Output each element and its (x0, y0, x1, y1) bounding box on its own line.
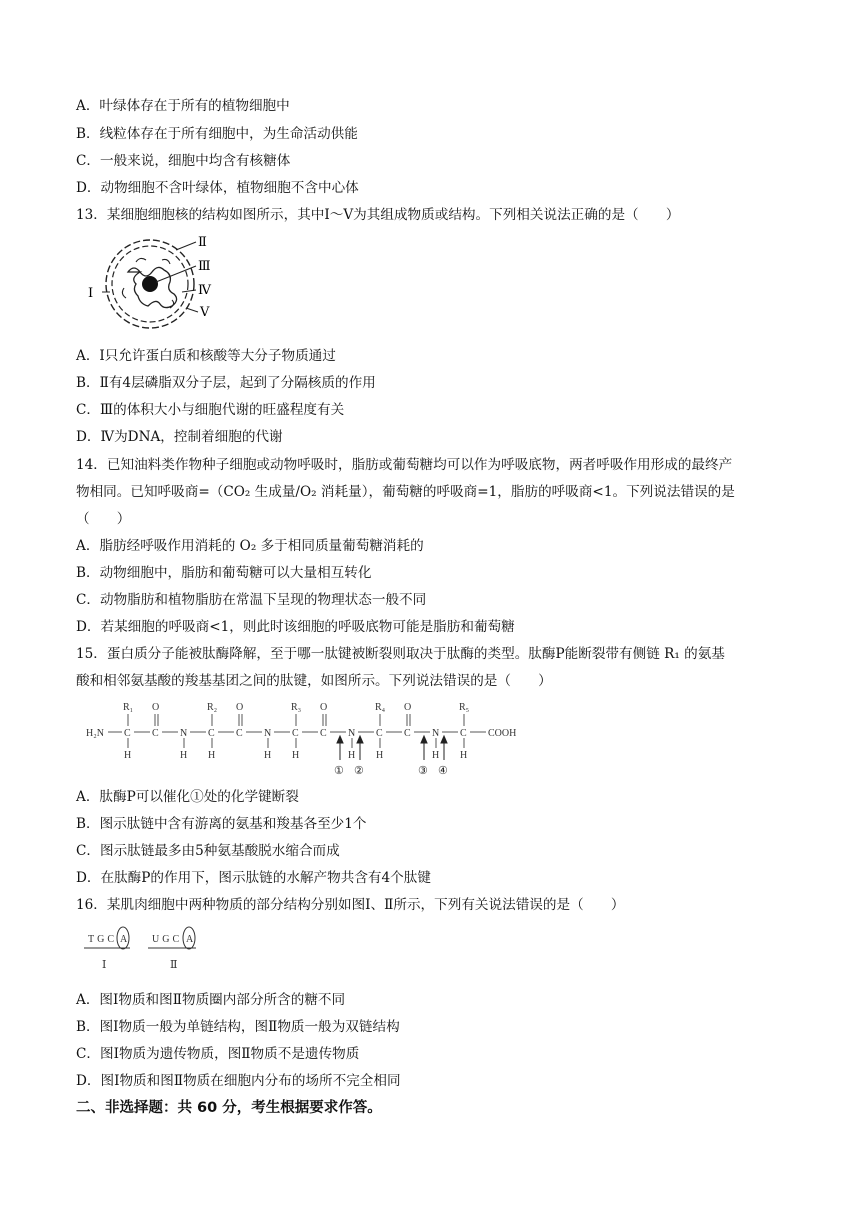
svg-text:H: H (292, 750, 300, 761)
q15-option-d: D．在肽酶P的作用下，图示肽链的水解产物共含有4个肽键 (76, 870, 431, 886)
q12-option-d: D．动物细胞不含叶绿体，植物细胞不含中心体 (76, 180, 359, 196)
arrow-mark-2: ② (354, 765, 364, 777)
chain-start: H₂N (86, 728, 104, 739)
q12-option-b: B．线粒体存在于所有细胞中，为生命活动供能 (76, 126, 358, 142)
svg-text:N: N (180, 728, 188, 739)
svg-text:O: O (320, 702, 328, 713)
q13-option-c: C．Ⅲ的体积大小与细胞代谢的旺盛程度有关 (76, 402, 345, 418)
svg-text:N: N (432, 728, 440, 739)
q14-stem-line3: （ ） (76, 511, 131, 527)
q13-option-b: B．Ⅱ有4层磷脂双分子层，起到了分隔核质的作用 (76, 375, 376, 391)
svg-text:H: H (124, 750, 132, 761)
side-chain-r4: R₄ (375, 702, 386, 713)
q16-option-a: A．图Ⅰ物质和图Ⅱ物质圈内部分所含的糖不同 (76, 992, 346, 1008)
q16-option-c: C．图Ⅰ物质为遗传物质，图Ⅱ物质不是遗传物质 (76, 1046, 360, 1062)
svg-text:C: C (320, 728, 327, 739)
side-chain-r1: R₁ (123, 702, 134, 713)
arrow-mark-4: ④ (438, 765, 448, 777)
svg-text:H: H (460, 750, 468, 761)
q15-option-b: B．图示肽链中含有游离的氨基和羧基各至少1个 (76, 816, 367, 832)
svg-text:C: C (404, 728, 411, 739)
q15-stem-line2: 酸和相邻氨基酸的羧基基团之间的肽键，如图所示。下列说法错误的是（ ） (76, 673, 552, 689)
svg-text:H: H (348, 750, 356, 761)
svg-text:O: O (152, 702, 160, 713)
q14-option-d: D．若某细胞的呼吸商<1，则此时该细胞的呼吸底物可能是脂肪和葡萄糖 (76, 619, 515, 635)
svg-text:C: C (376, 728, 383, 739)
seq-i-circled: A (120, 934, 128, 945)
seq-i: TGC (88, 934, 117, 945)
svg-text:N: N (264, 728, 272, 739)
q13-option-d: D．Ⅳ为DNA，控制着细胞的代谢 (76, 429, 283, 445)
label-v: Ⅴ (200, 304, 210, 319)
q13-stem: 13．某细胞细胞核的结构如图所示，其中Ⅰ～Ⅴ为其组成物质或结构。下列相关说法正确的是（ ） (76, 207, 680, 223)
label-ii: Ⅱ (198, 234, 207, 249)
q15-option-c: C．图示肽链最多由5种氨基酸脱水缩合而成 (76, 843, 340, 859)
label-fig-ii: Ⅱ (170, 959, 178, 971)
side-chain-r2: R₂ (207, 702, 218, 713)
q13-option-a: A．Ⅰ只允许蛋白质和核酸等大分子物质通过 (76, 348, 336, 364)
q15-stem-line1: 15．蛋白质分子能被肽酶降解，至于哪一肽键被断裂则取决于肽酶的类型。肽酶P能断裂带有侧链 R₁ 的氨基 (76, 646, 725, 662)
chain-end: COOH (488, 728, 517, 739)
arrow-mark-1: ① (334, 765, 344, 777)
svg-text:H: H (432, 750, 440, 761)
q16-option-b: B．图Ⅰ物质一般为单链结构，图Ⅱ物质一般为双链结构 (76, 1019, 400, 1035)
seq-ii: UGC (152, 934, 183, 945)
svg-text:C: C (236, 728, 243, 739)
q14-option-a: A．脂肪经呼吸作用消耗的 O₂ 多于相同质量葡萄糖消耗的 (76, 538, 424, 554)
section2-heading: 二、非选择题：共 60 分，考生根据要求作答。 (76, 1100, 382, 1116)
q14-stem-line1: 14．已知油料类作物种子细胞或动物呼吸时，脂肪或葡萄糖均可以作为呼吸底物，两者呼吸作用形成的最终产 (76, 457, 733, 473)
label-fig-i: Ⅰ (102, 959, 107, 971)
label-i: Ⅰ (88, 285, 94, 300)
q15-option-a: A．肽酶P可以催化①处的化学键断裂 (76, 789, 299, 805)
svg-text:O: O (404, 702, 412, 713)
seq-ii-circled: A (186, 934, 194, 945)
label-iv: Ⅳ (198, 282, 211, 297)
svg-text:H: H (264, 750, 272, 761)
svg-text:C: C (152, 728, 159, 739)
q16-option-d: D．图Ⅰ物质和图Ⅱ物质在细胞内分布的场所不完全相同 (76, 1073, 401, 1089)
q14-option-c: C．动物脂肪和植物脂肪在常温下呈现的物理状态一般不同 (76, 592, 427, 608)
q14-stem-line2: 物相同。已知呼吸商=（CO₂ 生成量/O₂ 消耗量），葡萄糖的呼吸商=1，脂肪的呼吸商<1。下列说法错误的是 (76, 484, 735, 500)
svg-text:O: O (236, 702, 244, 713)
svg-text:C: C (292, 728, 299, 739)
nucleolus (142, 276, 158, 292)
svg-text:H: H (180, 750, 188, 761)
svg-text:N: N (348, 728, 356, 739)
q12-option-c: C．一般来说，细胞中均含有核糖体 (76, 153, 291, 169)
svg-text:H: H (208, 750, 216, 761)
side-chain-r3: R₃ (291, 702, 302, 713)
svg-text:C: C (208, 728, 215, 739)
side-chain-r5: R₅ (459, 702, 470, 713)
svg-text:C: C (124, 728, 131, 739)
nucleus-diagram (84, 232, 234, 336)
q14-option-b: B．动物细胞中，脂肪和葡萄糖可以大量相互转化 (76, 565, 372, 581)
q16-stem: 16．某肌肉细胞中两种物质的部分结构分别如图Ⅰ、Ⅱ所示，下列有关说法错误的是（ ） (76, 897, 625, 913)
arrow-mark-3: ③ (418, 765, 428, 777)
label-iii: Ⅲ (198, 258, 211, 273)
peptide-chain-diagram (86, 700, 556, 778)
q12-option-a: A．叶绿体存在于所有的植物细胞中 (76, 98, 290, 114)
svg-text:C: C (460, 728, 467, 739)
nucleotide-chain-diagram (84, 924, 214, 974)
svg-text:H: H (376, 750, 384, 761)
